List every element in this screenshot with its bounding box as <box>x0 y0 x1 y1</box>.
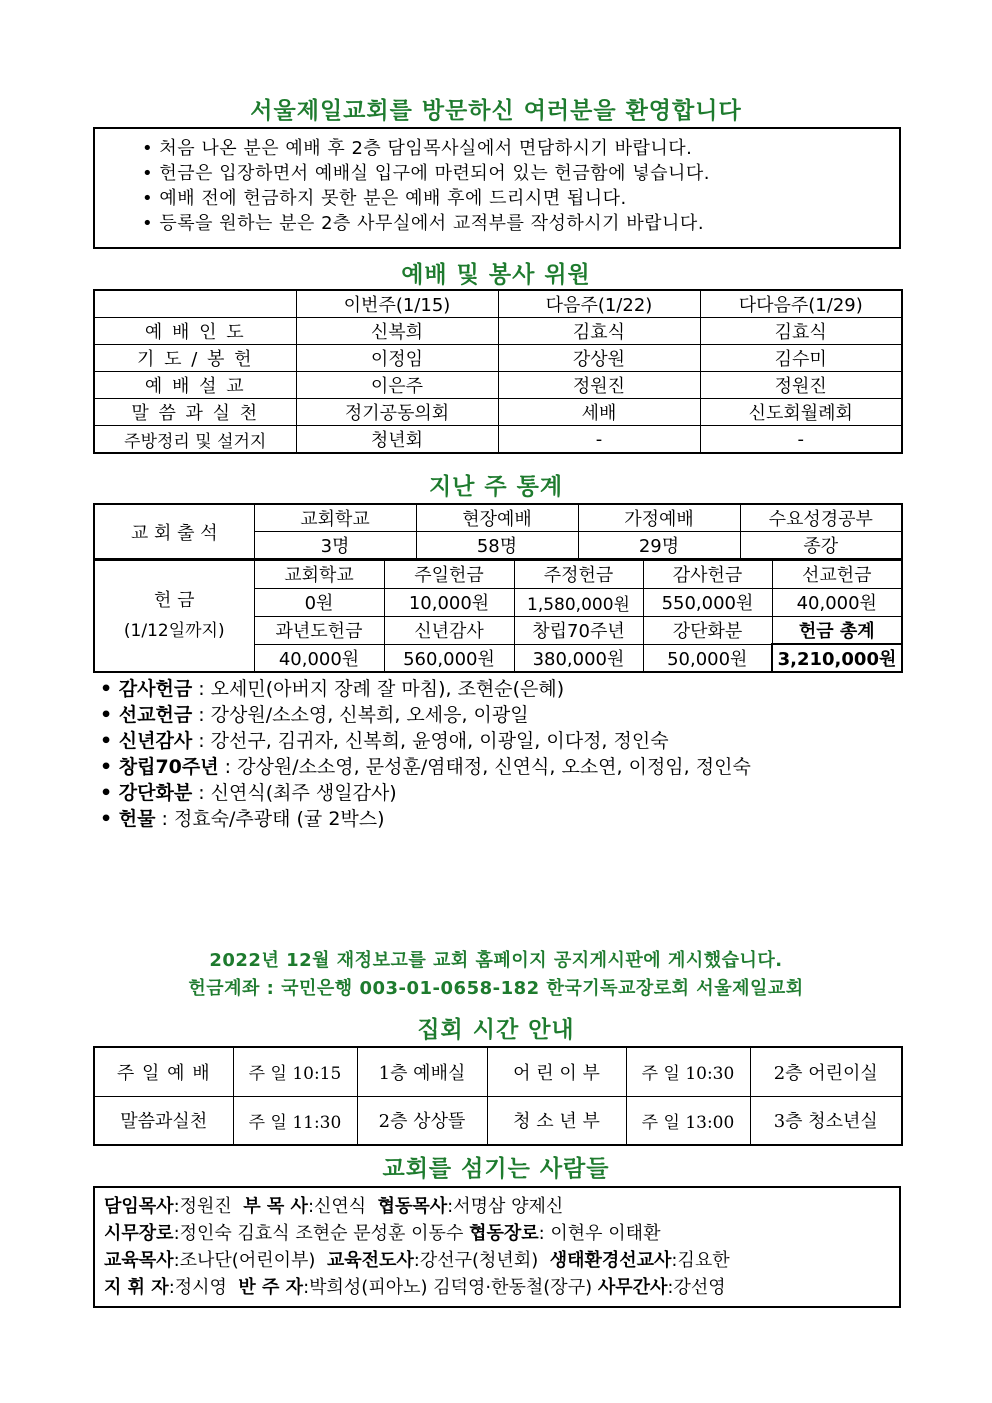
offering-sub: (1/12일까지) <box>123 621 225 641</box>
duty-row <box>94 318 902 345</box>
attendance-label: 교 회 출 석 <box>94 504 254 559</box>
duty-cell: 예 배 인 도 <box>94 318 296 345</box>
meeting-cell: 2층 상상뜰 <box>357 1096 487 1145</box>
staff-line <box>104 1247 730 1274</box>
duty-row <box>94 372 902 399</box>
duty-cell: 주방정리 및 설거지 <box>94 426 296 454</box>
donor-category: • 창립70주년 <box>100 756 219 778</box>
offering-head: 강단화분 <box>643 616 772 644</box>
offering-total-head: 헌금 총계 <box>772 616 902 644</box>
meetings-table <box>93 1046 903 1146</box>
welcome-title: 서울제일교회를 방문하신 여러분을 환영합니다 <box>250 98 742 124</box>
attendance-head: 교회학교 <box>254 504 416 532</box>
duty-table <box>93 289 903 454</box>
duty-cell: 정원진 <box>700 372 902 399</box>
staff-names: :정시영 <box>168 1277 239 1298</box>
meeting-cell: 2층 어린이실 <box>750 1047 902 1096</box>
meeting-cell: 주 일 13:00 <box>626 1096 750 1145</box>
welcome-item: • 헌금은 입장하면서 예배실 입구에 마련되어 있는 헌금함에 넣습니다. <box>142 163 710 184</box>
staff-role: 시무장로 <box>104 1223 174 1244</box>
meeting-cell: 말씀과실천 <box>94 1096 233 1145</box>
offering-head: 주정헌금 <box>514 560 643 588</box>
duty-cell: 이정임 <box>296 345 498 372</box>
attendance-value: 3명 <box>254 532 416 560</box>
offering-head: 신년감사 <box>384 616 514 644</box>
meeting-row <box>94 1096 902 1145</box>
duty-cell: 정기공동의회 <box>296 399 498 426</box>
duty-row <box>94 426 902 454</box>
staff-names: :정원진 <box>173 1196 244 1217</box>
donor-line <box>100 806 751 832</box>
donor-line <box>100 702 751 728</box>
staff-names: :신연식 <box>307 1196 378 1217</box>
offering-head: 선교헌금 <box>772 560 902 588</box>
staff-line <box>104 1274 730 1301</box>
offering-head: 과년도헌금 <box>254 616 384 644</box>
donor-line <box>100 676 751 702</box>
staff-role: 담임목사 <box>104 1196 174 1217</box>
duty-title: 예배 및 봉사 위원 <box>401 262 591 288</box>
offering-value: 10,000원 <box>384 588 514 616</box>
offering-value: 560,000원 <box>384 644 514 672</box>
attendance-head: 현장예배 <box>416 504 578 532</box>
donor-line <box>100 754 751 780</box>
donor-names: : 정효숙/추광태 (귤 2박스) <box>155 808 385 830</box>
attendance-head: 가정예배 <box>578 504 740 532</box>
staff-role: 교육목사 <box>104 1250 174 1271</box>
staff-role: 사무간사 <box>597 1277 668 1298</box>
donor-list <box>100 676 751 832</box>
duty-cell: 말 씀 과 실 천 <box>94 399 296 426</box>
donor-names: : 강상원/소소영, 신복희, 오세응, 이광일 <box>192 704 529 726</box>
duty-cell: 기 도 / 봉 헌 <box>94 345 296 372</box>
duty-header: 다다음주(1/29) <box>700 290 902 318</box>
duty-row <box>94 345 902 372</box>
offering-total-value: 3,210,000원 <box>772 644 902 672</box>
meetings-title: 집회 시간 안내 <box>417 1017 575 1043</box>
staff-names: :서명삼 양제신 <box>447 1196 564 1217</box>
offering-head: 교회학교 <box>254 560 384 588</box>
duty-cell: 청년회 <box>296 426 498 454</box>
offering-value: 550,000원 <box>643 588 772 616</box>
staff-names: :강선영 <box>667 1277 726 1298</box>
donor-category: • 감사헌금 <box>100 678 193 700</box>
meeting-cell: 주 일 11:30 <box>233 1096 357 1145</box>
welcome-list <box>142 136 710 236</box>
offering-value: 50,000원 <box>643 644 772 672</box>
duty-cell: 세배 <box>498 399 700 426</box>
duty-cell: - <box>700 426 902 454</box>
offering-value: 40,000원 <box>254 644 384 672</box>
finance-report-notice: 2022년 12월 재정보고를 교회 홈페이지 공지게시판에 게시했습니다. <box>209 950 783 971</box>
meeting-cell: 주 일 예 배 <box>94 1047 233 1096</box>
donor-category: • 강단화분 <box>100 782 193 804</box>
duty-cell: 김효식 <box>498 318 700 345</box>
duty-cell: 신복희 <box>296 318 498 345</box>
duty-cell: 김수미 <box>700 345 902 372</box>
meeting-cell: 청 소 년 부 <box>487 1096 626 1145</box>
staff-names: :박희성(피아노) 김덕영·한동철(장구) <box>303 1277 598 1298</box>
duty-header: 다음주(1/22) <box>498 290 700 318</box>
welcome-item: • 예배 전에 헌금하지 못한 분은 예배 후에 드리시면 됩니다. <box>142 188 627 209</box>
attendance-value: 58명 <box>416 532 578 560</box>
offering-value: 40,000원 <box>772 588 902 616</box>
duty-cell: 정원진 <box>498 372 700 399</box>
offering-label-cell <box>94 560 254 672</box>
duty-cell: 강상원 <box>498 345 700 372</box>
offering-head: 주일헌금 <box>384 560 514 588</box>
meeting-cell: 어 린 이 부 <box>487 1047 626 1096</box>
duty-cell: 예 배 설 교 <box>94 372 296 399</box>
staff-names: :강선구(청년회) <box>413 1250 550 1271</box>
staff-names: :조나단(어린이부) <box>173 1250 327 1271</box>
meeting-cell: 1층 예배실 <box>357 1047 487 1096</box>
duty-cell: 신도회월례회 <box>700 399 902 426</box>
staff-role: 생태환경선교사 <box>549 1250 672 1271</box>
meeting-row <box>94 1047 902 1096</box>
offering-table <box>93 559 903 673</box>
meeting-cell: 3층 청소년실 <box>750 1096 902 1145</box>
meeting-cell: 주 일 10:30 <box>626 1047 750 1096</box>
donor-line <box>100 780 751 806</box>
donor-category: • 신년감사 <box>100 730 193 752</box>
staff-role: 협동장로 <box>469 1223 539 1244</box>
stats-title: 지난 주 통계 <box>428 474 564 500</box>
donor-category: • 헌물 <box>100 808 156 830</box>
offering-head: 창립70주년 <box>514 616 643 644</box>
staff-names: :정인숙 김효식 조현순 문성훈 이동수 <box>173 1223 470 1244</box>
staff-role: 협동목사 <box>377 1196 448 1217</box>
donor-names: : 신연식(최주 생일감사) <box>192 782 397 804</box>
staff-names: : 이현우 이태환 <box>538 1223 661 1244</box>
staff-role: 지 휘 자 <box>104 1277 169 1298</box>
duty-cell: 김효식 <box>700 318 902 345</box>
donor-names: : 강선구, 김귀자, 신복희, 윤영애, 이광일, 이다정, 정인숙 <box>192 730 669 752</box>
attendance-value: 29명 <box>578 532 740 560</box>
attendance-head: 수요성경공부 <box>740 504 902 532</box>
meeting-cell: 주 일 10:15 <box>233 1047 357 1096</box>
donor-names: : 오세민(아버지 장례 잘 마침), 조현순(은혜) <box>192 678 565 700</box>
staff-list <box>104 1193 730 1301</box>
duty-cell: 이은주 <box>296 372 498 399</box>
donor-line <box>100 728 751 754</box>
offering-label: 헌 금 <box>154 590 195 611</box>
staff-role: 교육전도사 <box>326 1250 414 1271</box>
duty-row <box>94 399 902 426</box>
duty-header <box>94 290 296 318</box>
staff-line <box>104 1193 730 1220</box>
attendance-value: 종강 <box>740 532 902 560</box>
offering-head: 감사헌금 <box>643 560 772 588</box>
account-notice: 헌금계좌 : 국민은행 003-01-0658-182 한국기독교장로회 서울제일교회 <box>188 978 804 999</box>
staff-names: :김요한 <box>671 1250 730 1271</box>
welcome-item: • 등록을 원하는 분은 2층 사무실에서 교적부를 작성하시기 바랍니다. <box>142 213 705 234</box>
staff-role: 부 목 사 <box>243 1196 308 1217</box>
staff-title: 교회를 섬기는 사람들 <box>382 1156 610 1182</box>
donor-category: • 선교헌금 <box>100 704 193 726</box>
offering-value: 0원 <box>254 588 384 616</box>
welcome-item: • 처음 나온 분은 예배 후 2층 담임목사실에서 면담하시기 바랍니다. <box>142 138 693 159</box>
staff-role: 반 주 자 <box>238 1277 304 1298</box>
donor-names: : 강상원/소소영, 문성훈/염태정, 신연식, 오소연, 이정임, 정인숙 <box>218 756 751 778</box>
duty-cell: - <box>498 426 700 454</box>
offering-value: 1,580,000원 <box>514 588 643 616</box>
attendance-table <box>93 503 903 560</box>
staff-line <box>104 1220 730 1247</box>
duty-header: 이번주(1/15) <box>296 290 498 318</box>
offering-value: 380,000원 <box>514 644 643 672</box>
